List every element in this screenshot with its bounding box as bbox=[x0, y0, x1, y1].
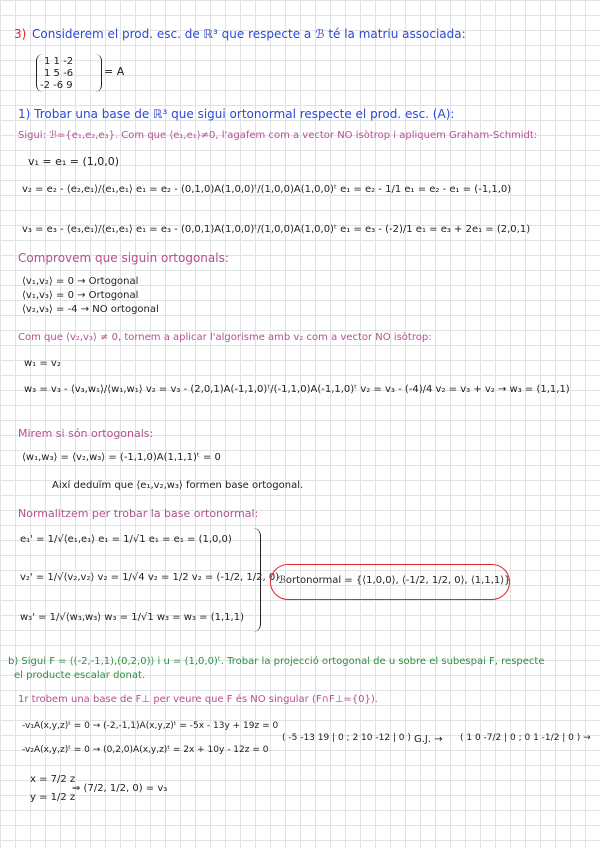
partb-step1: 1r trobem una base de F⊥ per veure que F és NO singular (F∩F⊥={0}). bbox=[18, 694, 378, 705]
n1-line: e₁' = 1/√⟨e₁,e₁⟩ e₁ = 1/√1 e₁ = e₁ = (1,0,0) bbox=[20, 534, 232, 545]
normalize-brace bbox=[252, 528, 261, 632]
check-3: ⟨v₂,v₃⟩ = -4 → NO ortogonal bbox=[22, 304, 159, 315]
matrix-row-2: 1 5 -6 bbox=[44, 68, 74, 79]
partb-title-line2: el producte escalar donat. bbox=[14, 670, 146, 681]
reapply-text: Com que ⟨v₂,v₃⟩ ≠ 0, tornem a aplicar l'algorisme amb v₂ com a vector NO isòtrop: bbox=[18, 332, 432, 343]
n3-line: w₃' = 1/√⟨w₃,w₃⟩ w₃ = 1/√1 w₃ = w₃ = (1,1,1) bbox=[20, 612, 244, 623]
system-matrix: ( -5 -13 19 | 0 ; 2 10 -12 | 0 ) bbox=[282, 733, 411, 743]
solution-y: y = 1/2 z bbox=[30, 792, 76, 803]
matrix-name: = A bbox=[104, 65, 125, 78]
problem-number: 3) bbox=[14, 27, 27, 41]
matrix-row-3: -2 -6 9 bbox=[40, 80, 73, 91]
w3-line: w₃ = v₃ - ⟨v₃,w₁⟩/⟨w₁,w₁⟩ v₂ = v₃ - (2,0,1)A(-1,1,0)ᵗ/(-1,1,0)A(-1,1,0)ᵗ v₂ = v₃ - (-4)/4 v₂ = v₃ + v₂ → w₃ = (1,1,1) bbox=[24, 384, 570, 395]
part1-intro: Sigui: ℬ={e₁,e₂,e₃}. Com que ⟨e₁,e₁⟩≠0, l'agafem com a vector NO isòtrop i apliquem Graham-Schmidt: bbox=[18, 130, 538, 141]
check2-line: ⟨w₁,w₃⟩ = ⟨v₂,w₃⟩ = (-1,1,0)A(1,1,1)ᵗ = 0 bbox=[22, 452, 221, 463]
v2-line: v₂ = e₂ - ⟨e₂,e₁⟩/⟨e₁,e₁⟩ e₁ = e₂ - (0,1,0)A(1,0,0)ᵗ/(1,0,0)A(1,0,0)ᵗ e₁ = e₂ - 1/1 e₁ = e₂ - e₁ = (-1,1,0) bbox=[22, 184, 512, 195]
n2-line: v₂' = 1/√⟨v₂,v₂⟩ v₂ = 1/√4 v₂ = 1/2 v₂ = (-1/2, 1/2, 0) bbox=[20, 572, 280, 583]
reduced-matrix: ( 1 0 -7/2 | 0 ; 0 1 -1/2 | 0 ) → bbox=[460, 733, 591, 743]
solution-x: x = 7/2 z bbox=[30, 774, 76, 785]
solution-vector: ⇒ (7/2, 1/2, 0) = v₃ bbox=[72, 783, 168, 794]
eq1-line: -v₁A(x,y,z)ᵗ = 0 → (-2,-1,1)A(x,y,z)ᵗ = -5x - 13y + 19z = 0 bbox=[22, 721, 279, 731]
conclusion: Així deduïm que ⟨e₁,v₂,w₃⟩ formen base ortogonal. bbox=[52, 480, 304, 491]
part1-title: 1) Trobar una base de ℝ³ que sigui ortonormal respecte el prod. esc. (A): bbox=[18, 107, 455, 121]
check-2: ⟨v₁,v₃⟩ = 0 → Ortogonal bbox=[22, 290, 139, 301]
check2-title: Mirem si són ortogonals: bbox=[18, 427, 154, 440]
check-1: ⟨v₁,v₂⟩ = 0 → Ortogonal bbox=[22, 276, 139, 287]
check-title: Comprovem que siguin ortogonals: bbox=[18, 251, 229, 265]
problem-statement: Considerem el prod. esc. de ℝ³ que respecte a ℬ té la matriu associada: bbox=[32, 27, 466, 41]
partb-title: b) Sigui F = ⟨(-2,-1,1),(0,2,0)⟩ i u = (1,0,0)ᵗ. Trobar la projecció ortogonal de u sobre el subespai F, respecte bbox=[8, 656, 545, 667]
eq2-line: -v₂A(x,y,z)ᵗ = 0 → (0,2,0)A(x,y,z)ᵗ = 2x + 10y - 12z = 0 bbox=[22, 745, 269, 755]
gauss-jordan-arrow: G.J. → bbox=[414, 734, 443, 745]
orthonormal-basis-result: ℬortonormal = {⟨1,0,0⟩, ⟨-1/2, 1/2, 0⟩, ⟨1,1,1⟩} bbox=[278, 575, 511, 586]
w1-line: w₁ = v₂ bbox=[24, 358, 61, 369]
v1-line: v₁ = e₁ = (1,0,0) bbox=[28, 155, 120, 168]
matrix-row-1: 1 1 -2 bbox=[44, 56, 74, 67]
normalize-title: Normalitzem per trobar la base ortonormal: bbox=[18, 507, 259, 520]
v3-line: v₃ = e₃ - ⟨e₃,e₁⟩/⟨e₁,e₁⟩ e₁ = e₃ - (0,0,1)A(1,0,0)ᵗ/(1,0,0)A(1,0,0)ᵗ e₁ = e₃ - (-2)/1 e₁ = e₃ + 2e₁ = (2,0,1) bbox=[22, 224, 531, 235]
